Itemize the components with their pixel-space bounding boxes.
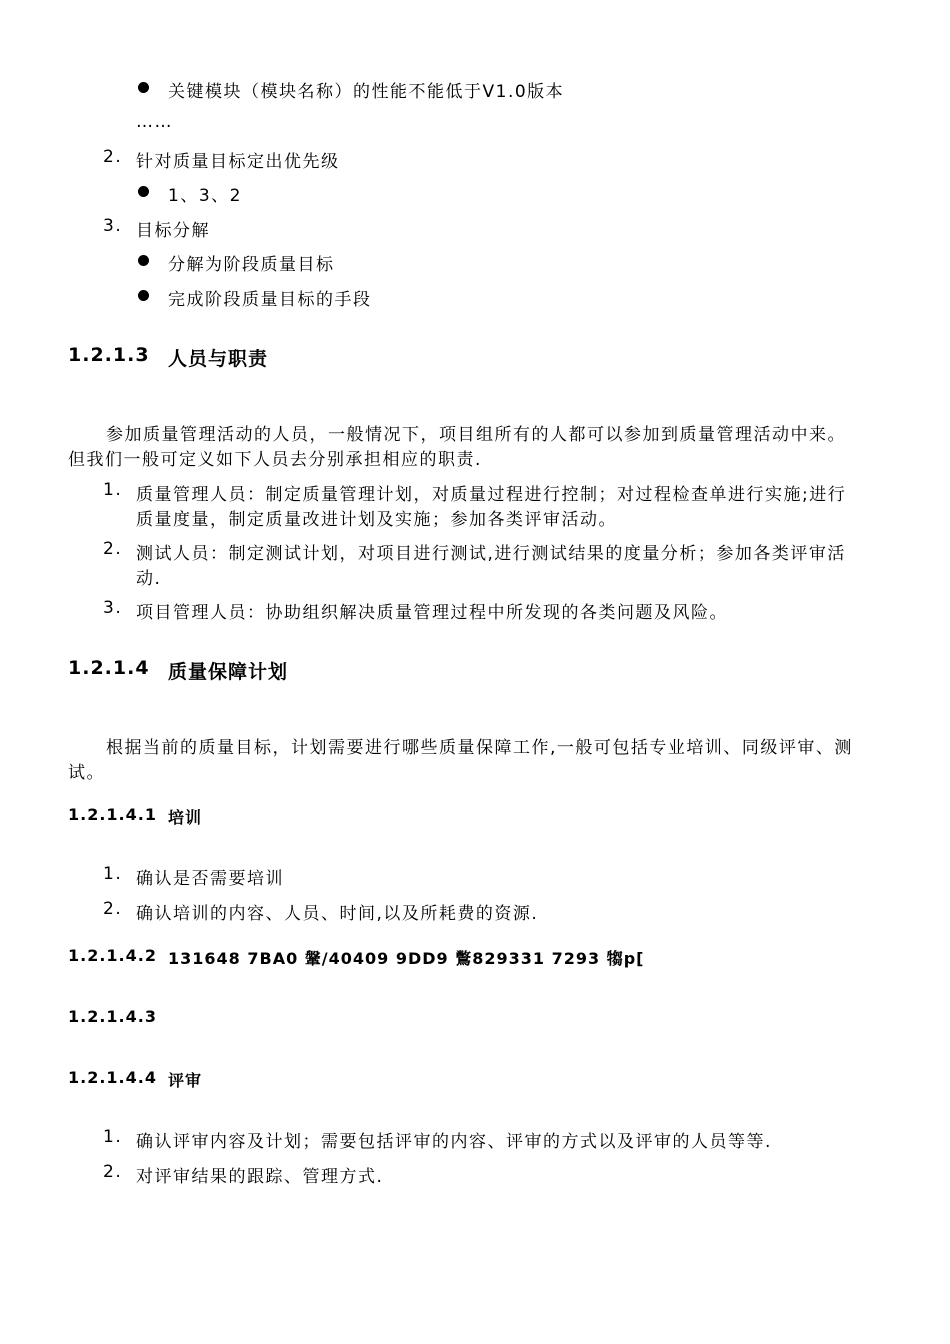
section-number: 1.2.1.3	[68, 344, 150, 366]
subsection-number: 1.2.1.4.2	[68, 946, 157, 965]
subsection-number: 1.2.1.4.1	[68, 805, 157, 824]
paragraph-line: 试。	[68, 763, 105, 783]
list-number: 3.	[103, 216, 123, 236]
list-item-text: 目标分解	[136, 221, 210, 241]
list-item-line: 项目管理人员：协助组织解决质量管理过程中所发现的各类问题及风险。	[136, 603, 728, 623]
bullet-dot	[138, 255, 149, 266]
section-title: 质量保障计划	[168, 661, 289, 683]
list-number: 2.	[103, 539, 123, 559]
list-number: 2.	[103, 147, 123, 167]
bullet-text: 分解为阶段质量目标	[168, 255, 335, 275]
list-item-line: 质量管理人员：制定质量管理计划，对质量过程进行控制；对过程检查单进行实施;进行	[136, 485, 847, 505]
bullet-dot	[138, 82, 149, 93]
list-number: 2.	[103, 899, 123, 919]
bullet-text: 关键模块（模块名称）的性能不能低于V1.0版本	[168, 82, 565, 102]
list-item-line: 动.	[136, 569, 162, 589]
subsection-number: 1.2.1.4.3	[68, 1007, 157, 1026]
list-item-text: 针对质量目标定出优先级	[136, 152, 340, 172]
bullet-dot	[138, 290, 149, 301]
list-number: 1.	[103, 480, 123, 500]
section-number: 1.2.1.4	[68, 657, 150, 679]
subsection-title: 评审	[168, 1071, 203, 1090]
list-item-text: 确认培训的内容、人员、时间,以及所耗费的资源.	[136, 904, 539, 924]
ellipsis: ……	[136, 112, 173, 132]
list-item-line: 测试人员：制定测试计划，对项目进行测试,进行测试结果的度量分析；参加各类评审活	[136, 544, 846, 564]
bullet-dot	[138, 186, 149, 197]
list-number: 1.	[103, 864, 123, 884]
subsection-number: 1.2.1.4.4	[68, 1068, 157, 1087]
list-item-text: 确认评审内容及计划；需要包括评审的内容、评审的方式以及评审的人员等等.	[136, 1132, 772, 1152]
section-title: 人员与职责	[168, 348, 269, 370]
list-item-text: 对评审结果的跟踪、管理方式.	[136, 1167, 384, 1187]
paragraph-line: 但我们一般可定义如下人员去分别承担相应的职责.	[68, 450, 482, 470]
list-number: 1.	[103, 1127, 123, 1147]
bullet-text: 1、3、2	[168, 186, 242, 206]
paragraph-line: 参加质量管理活动的人员，一般情况下，项目组所有的人都可以参加到质量管理活动中来。	[106, 425, 846, 445]
bullet-text: 完成阶段质量目标的手段	[168, 290, 372, 310]
subsection-title: 131648 7BA0 鞶/40409 9DD9 鷩829331 7293 犓p[	[168, 949, 645, 968]
list-number: 3.	[103, 598, 123, 618]
paragraph-line: 根据当前的质量目标，计划需要进行哪些质量保障工作,一般可包括专业培训、同级评审、测	[106, 738, 853, 758]
subsection-title: 培训	[168, 808, 203, 827]
list-item-text: 确认是否需要培训	[136, 869, 284, 889]
list-item-line: 质量度量，制定质量改进计划及实施；参加各类评审活动。	[136, 510, 617, 530]
list-number: 2.	[103, 1162, 123, 1182]
